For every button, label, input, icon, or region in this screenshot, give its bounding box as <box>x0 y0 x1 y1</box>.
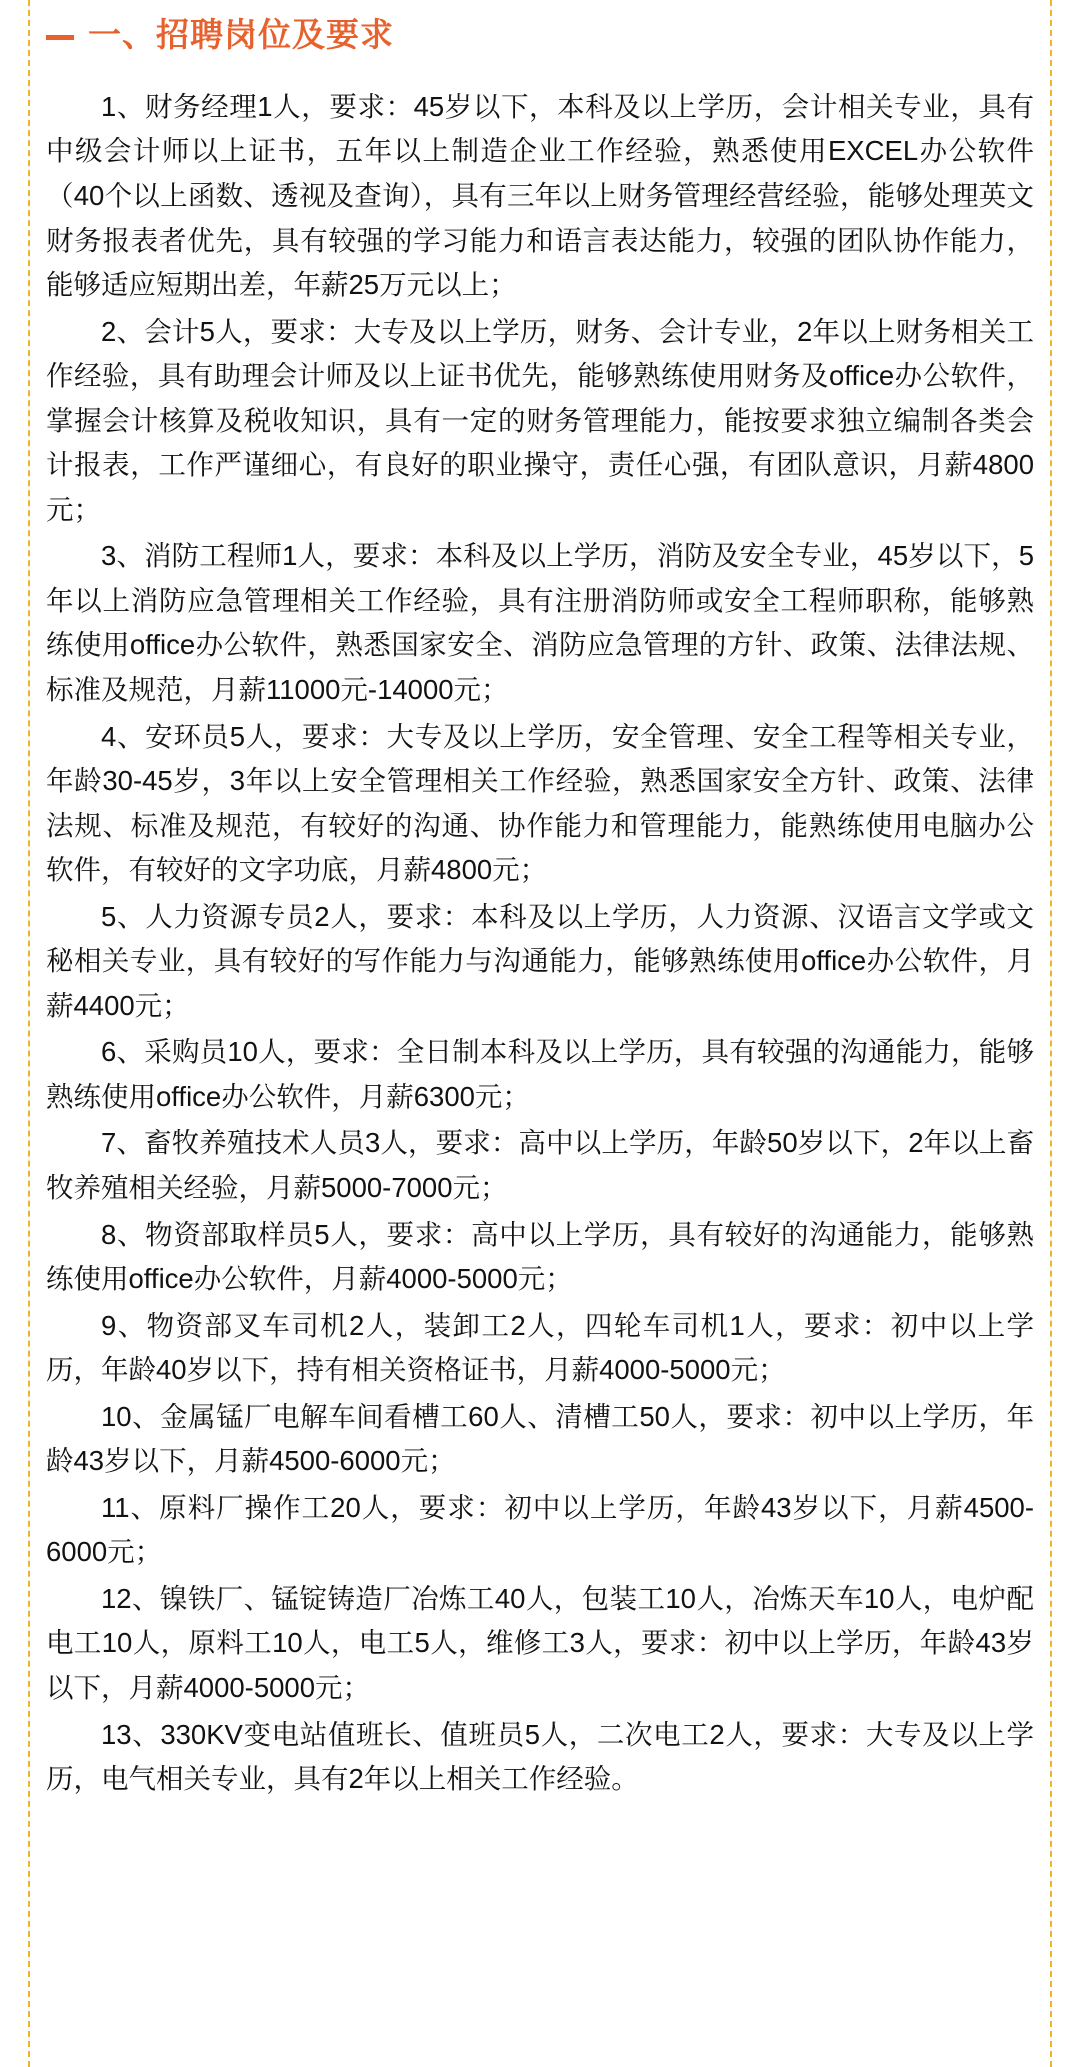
list-item: 4、安环员5人，要求：大专及以上学历，安全管理、安全工程等相关专业，年龄30-45岁，3年以上安全管理相关工作经验，熟悉国家安全方针、政策、法律法规、标准及规范，有较好的沟通、协作能力和管理能力，能熟练使用电脑办公软件，有较好的文字功底，月薪4800元； <box>46 720 1034 886</box>
list-item: 5、人力资源专员2人，要求：本科及以上学历，人力资源、汉语言文学或文秘相关专业，具有较好的写作能力与沟通能力，能够熟练使用office办公软件，月薪4400元； <box>46 900 1034 1021</box>
list-item: 10、金属锰厂电解车间看槽工60人、清槽工50人，要求：初中以上学历，年龄43岁以下，月薪4500-6000元； <box>46 1400 1034 1477</box>
list-item: 1、财务经理1人，要求：45岁以下，本科及以上学历，会计相关专业，具有中级会计师以上证书，五年以上制造企业工作经验，熟悉使用EXCEL办公软件（40个以上函数、透视及查询），具有三年以上财务管理经营经验，能够处理英文财务报表者优先，具有较强的学习能力和语言表达能力，较强的团队协作能力，能够适应短期出差，年薪25万元以上； <box>46 90 1034 301</box>
section-heading <box>46 0 1034 67</box>
list-item: 7、畜牧养殖技术人员3人，要求：高中以上学历，年龄50岁以下，2年以上畜牧养殖相关经验，月薪5000-7000元； <box>46 1127 1034 1204</box>
list-item: 8、物资部取样员5人，要求：高中以上学历，具有较好的沟通能力，能够熟练使用office办公软件，月薪4000-5000元； <box>46 1218 1034 1295</box>
list-item: 9、物资部叉车司机2人，装卸工2人，四轮车司机1人，要求：初中以上学历，年龄40岁以下，持有相关资格证书，月薪4000-5000元； <box>46 1309 1034 1386</box>
page-title: 一、招聘岗位及要求 <box>88 16 394 53</box>
list-item: 3、消防工程师1人，要求：本科及以上学历，消防及安全专业，45岁以下，5年以上消防应急管理相关工作经验，具有注册消防师或安全工程师职称，能够熟练使用office办公软件，熟悉国家安全、消防应急管理的方针、政策、法律法规、标准及规范，月薪11000元-14000元； <box>46 540 1034 705</box>
list-item: 12、镍铁厂、锰锭铸造厂冶炼工40人，包装工10人，冶炼天车10人，电炉配电工10人，原料工10人，电工5人，维修工3人，要求：初中以上学历，年龄43岁以下，月薪4000-5000元； <box>46 1582 1034 1704</box>
list-item: 6、采购员10人，要求：全日制本科及以上学历，具有较强的沟通能力，能够熟练使用office办公软件，月薪6300元； <box>46 1036 1034 1112</box>
job-list <box>46 67 1034 1802</box>
heading-accent-bar <box>46 35 74 40</box>
list-item: 2、会计5人，要求：大专及以上学历，财务、会计专业，2年以上财务相关工作经验，具有助理会计师及以上证书优先，能够熟练使用财务及office办公软件，掌握会计核算及税收知识，具有一定的财务管理能力，能按要求独立编制各类会计报表，工作严谨细心，有良好的职业操守，责任心强，有团队意识，月薪4800元； <box>46 315 1034 525</box>
list-item: 13、330KV变电站值班长、值班员5人，二次电工2人，要求：大专及以上学历，电气相关专业，具有2年以上相关工作经验。 <box>46 1718 1034 1795</box>
list-item: 11、原料厂操作工20人，要求：初中以上学历，年龄43岁以下，月薪4500-6000元； <box>46 1491 1034 1568</box>
